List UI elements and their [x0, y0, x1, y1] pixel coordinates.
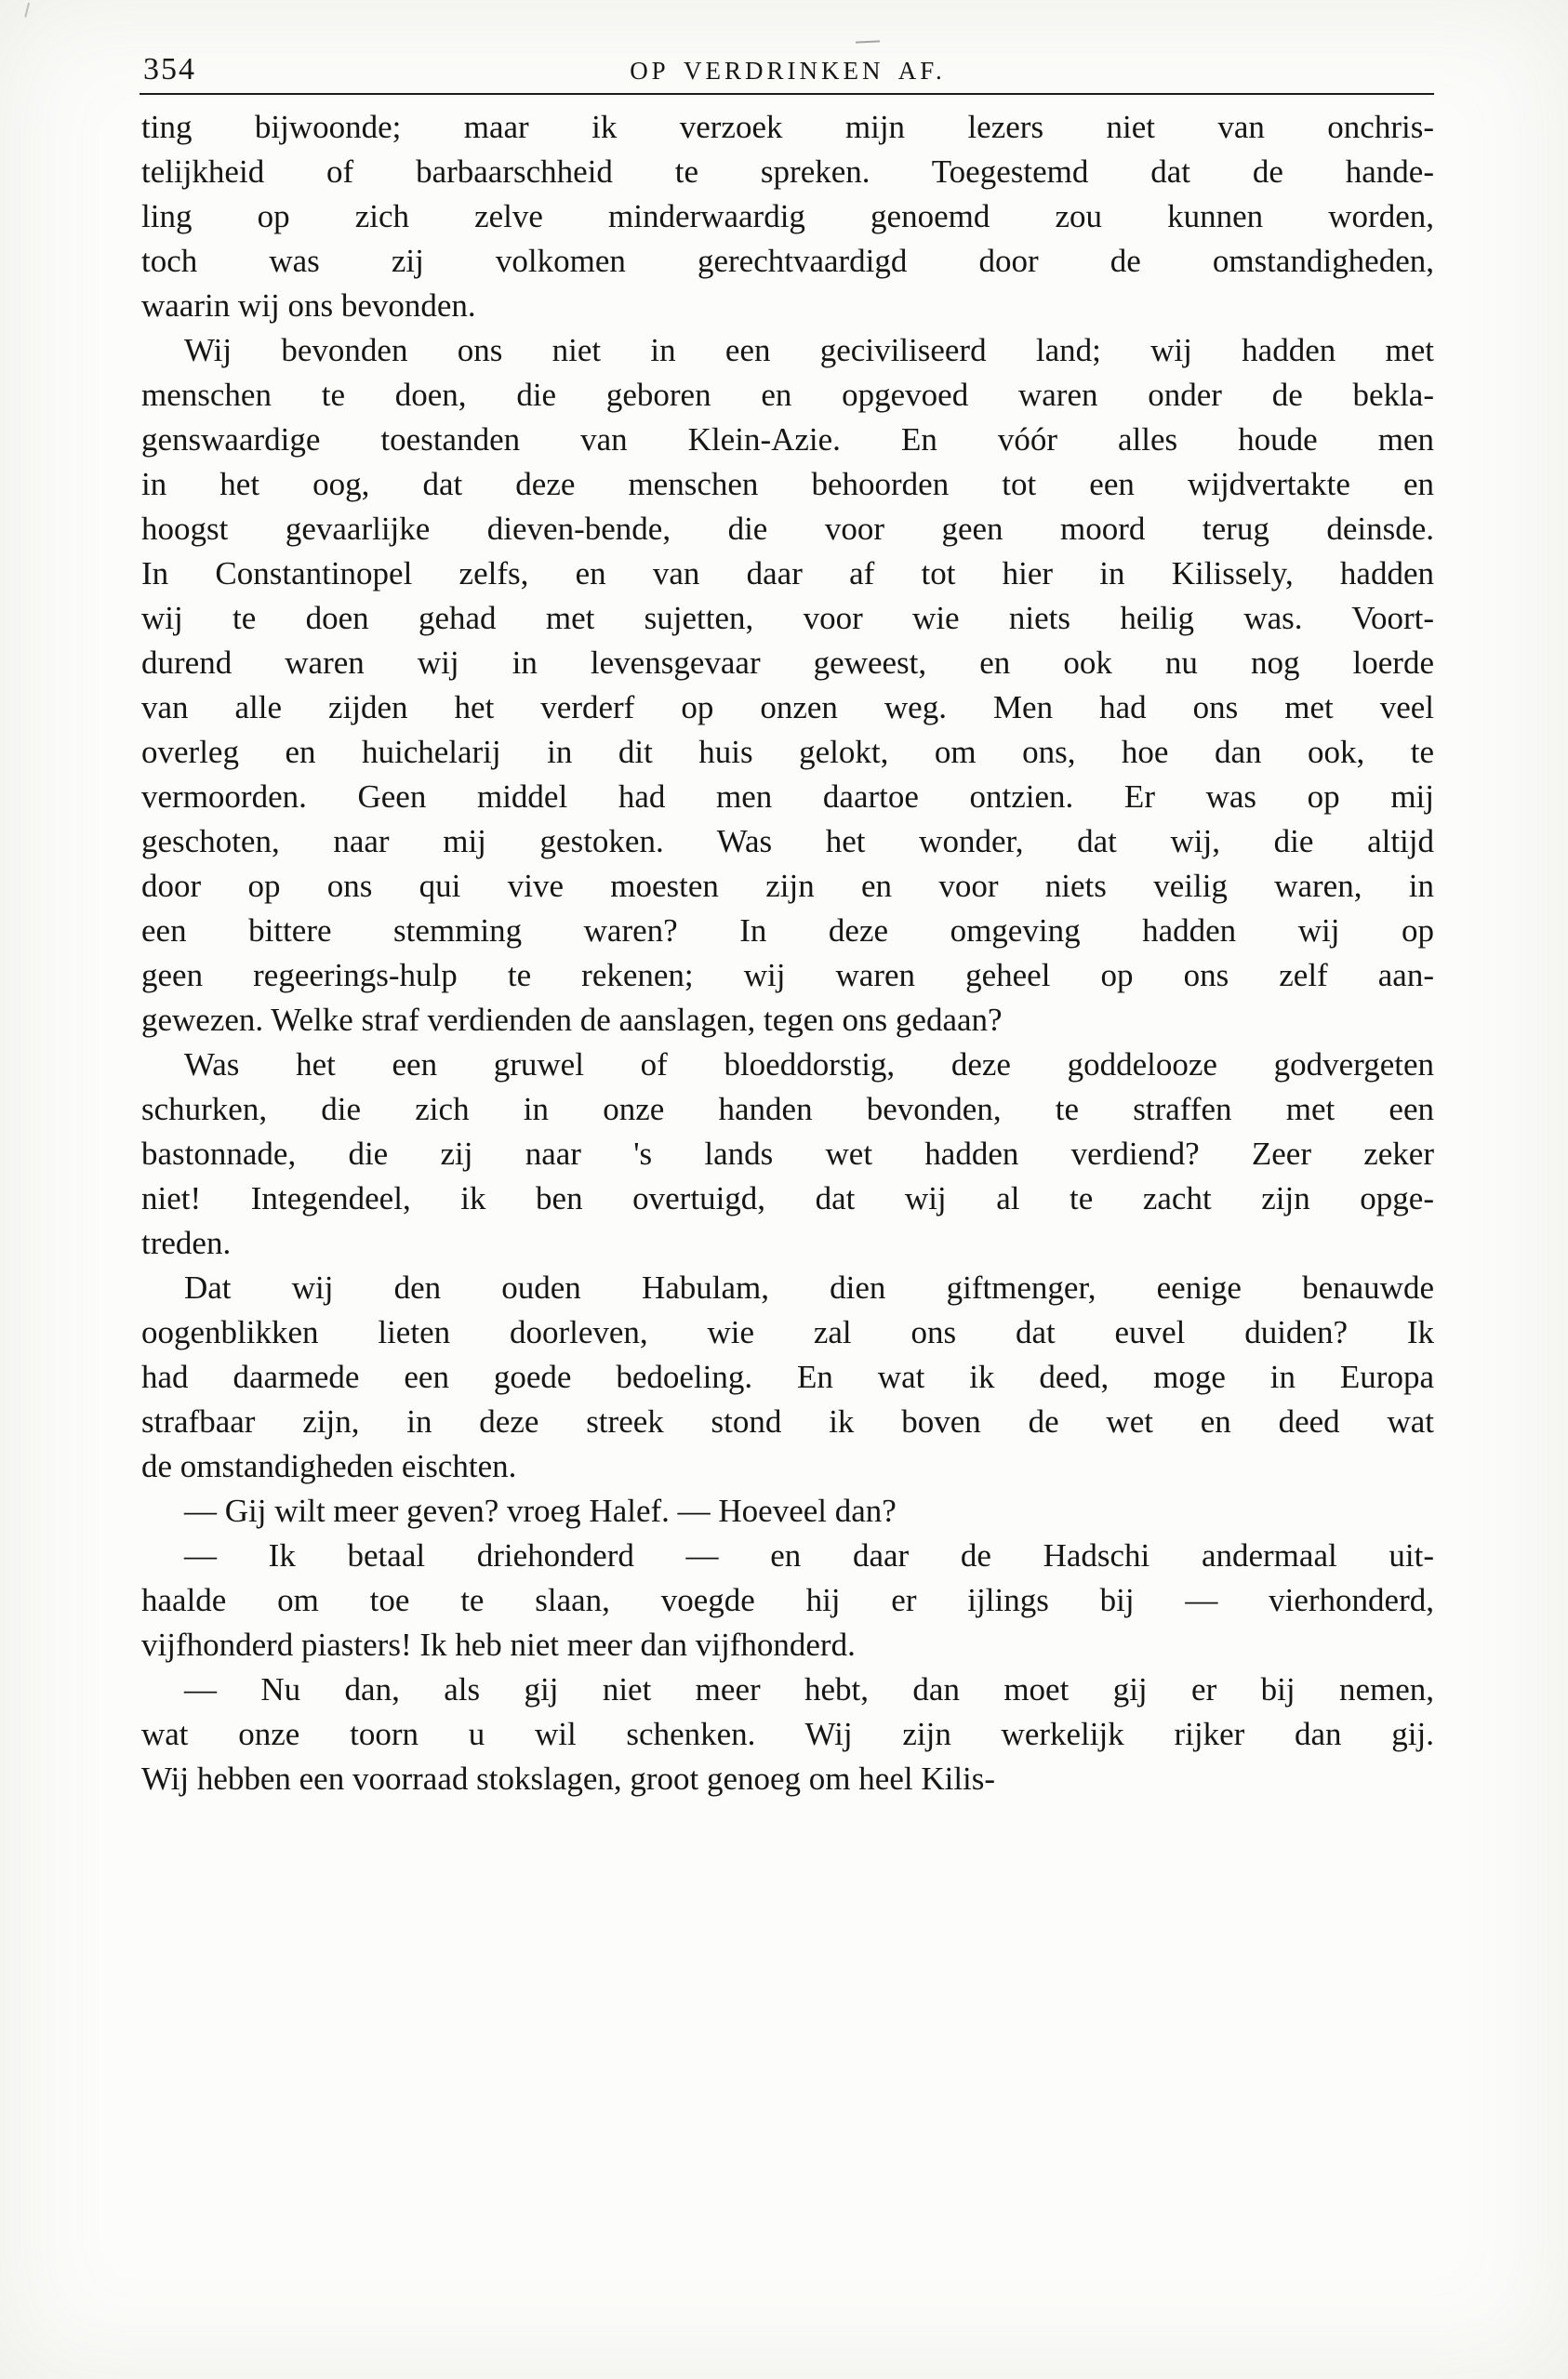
- text-line: Was het een gruwel of bloeddorstig, deze goddelooze godvergeten: [184, 1046, 1434, 1083]
- text-line: vermoorden. Geen middel had men daartoe ontzien. Er was op mij: [141, 778, 1434, 815]
- text-line: In Constantinopel zelfs, en van daar af tot hier in Kilissely, hadden: [141, 555, 1434, 591]
- running-title: OP VERDRINKEN AF.: [630, 57, 946, 85]
- text-line: schurken, die zich in onze handen bevonden, te straffen met een: [141, 1091, 1434, 1127]
- text-line: Wij bevonden ons niet in een geciviliseerd land; wij hadden met: [184, 332, 1434, 368]
- text-line: ling op zich zelve minderwaardig genoemd zou kunnen worden,: [141, 198, 1434, 234]
- text-line: gewezen. Welke straf verdienden de aanslagen, tegen ons gedaan?: [141, 1002, 1003, 1038]
- paragraph: [141, 328, 1434, 1043]
- text-line: bastonnade, die zij naar 's lands wet hadden verdiend? Zeer zeker: [141, 1136, 1434, 1172]
- text-line: de omstandigheden eischten.: [141, 1448, 517, 1484]
- text-line: menschen te doen, die geboren en opgevoed waren onder de bekla-: [141, 377, 1434, 413]
- page-header: [141, 48, 1434, 91]
- text-line: wat onze toorn u wil schenken. Wij zijn werkelijk rijker dan gij.: [141, 1716, 1434, 1752]
- header-rule: [140, 93, 1434, 95]
- text-line: Dat wij den ouden Habulam, dien giftmenger, eenige benauwde: [184, 1269, 1434, 1306]
- text-line: had daarmede een goede bedoeling. En wat ik deed, moge in Europa: [141, 1359, 1434, 1395]
- text-line: strafbaar zijn, in deze streek stond ik boven de wet en deed wat: [141, 1403, 1434, 1440]
- text-line: ting bijwoonde; maar ik verzoek mijn lezers niet van onchris-: [141, 109, 1434, 145]
- text-line: niet! Integendeel, ik ben overtuigd, dat wij al te zacht zijn opge-: [141, 1180, 1434, 1216]
- paragraph: [141, 1489, 1434, 1534]
- text-line: Wij hebben een voorraad stokslagen, groot genoeg om heel Kilis-: [141, 1761, 996, 1797]
- text-line: vijfhonderd piasters! Ik heb niet meer dan vijfhonderd.: [141, 1627, 856, 1663]
- text-line: een bittere stemming waren? In deze omgeving hadden wij op: [141, 912, 1434, 949]
- text-line: — Nu dan, als gij niet meer hebt, dan moet gij er bij nemen,: [184, 1671, 1434, 1708]
- scan-artifact: [24, 3, 39, 20]
- text-block: [141, 105, 1434, 1801]
- text-line: toch was zij volkomen gerechtvaardigd door de omstandigheden,: [141, 243, 1434, 279]
- text-line: — Gij wilt meer geven? vroeg Halef. — Hoeveel dan?: [184, 1493, 897, 1529]
- paragraph: [141, 1043, 1434, 1266]
- paragraph: [141, 1266, 1434, 1489]
- paragraph: [141, 105, 1434, 328]
- text-line: haalde om toe te slaan, voegde hij er ijlings bij — vierhonderd,: [141, 1582, 1434, 1618]
- text-line: in het oog, dat deze menschen behoorden tot een wijdvertakte en: [141, 466, 1434, 502]
- text-line: geen regeerings-hulp te rekenen; wij waren geheel op ons zelf aan-: [141, 957, 1434, 993]
- text-line: door op ons qui vive moesten zijn en voor niets veilig waren, in: [141, 868, 1434, 904]
- page-number: 354: [143, 52, 196, 86]
- text-line: van alle zijden het verderf op onzen weg. Men had ons met veel: [141, 689, 1434, 725]
- scan-artifact: [856, 40, 880, 43]
- text-line: geschoten, naar mij gestoken. Was het wonder, dat wij, die altijd: [141, 823, 1434, 859]
- text-line: hoogst gevaarlijke dieven-bende, die voor geen moord terug deinsde.: [141, 511, 1434, 547]
- text-line: durend waren wij in levensgevaar geweest, en ook nu nog loerde: [141, 645, 1434, 681]
- text-line: treden.: [141, 1225, 232, 1261]
- text-line: telijkheid of barbaarschheid te spreken. Toegestemd dat de hande-: [141, 153, 1434, 190]
- text-line: wij te doen gehad met sujetten, voor wie niets heilig was. Voort-: [141, 600, 1434, 636]
- text-line: genswaardige toestanden van Klein-Azie. En vóór alles houde men: [141, 421, 1434, 458]
- paragraph: [141, 1668, 1434, 1801]
- text-line: waarin wij ons bevonden.: [141, 287, 476, 324]
- text-line: overleg en huichelarij in dit huis gelokt, om ons, hoe dan ook, te: [141, 734, 1434, 770]
- paragraph: [141, 1534, 1434, 1668]
- text-line: — Ik betaal driehonderd — en daar de Hadschi andermaal uit-: [184, 1537, 1434, 1574]
- text-line: oogenblikken lieten doorleven, wie zal ons dat euvel duiden? Ik: [141, 1314, 1434, 1350]
